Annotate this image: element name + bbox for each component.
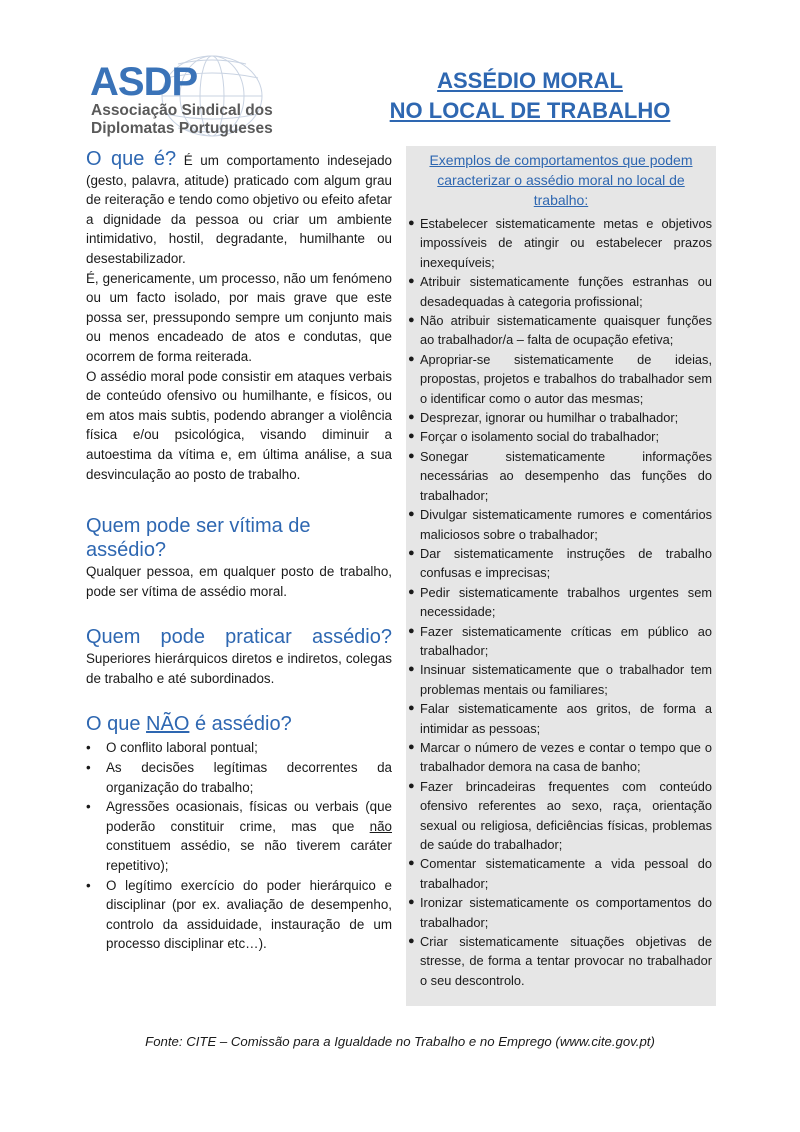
list-item: ● Estabelecer sistematicamente metas e objetivos impossíveis de atingir ou estabelecer prazos inexequíveis;	[408, 216, 712, 270]
list-item: ● Comentar sistematicamente a vida pessoal do trabalhador;	[408, 856, 712, 891]
bullet-icon: ●	[408, 508, 415, 521]
bullet-icon: ●	[408, 702, 415, 715]
left-column	[86, 150, 392, 954]
bullet-icon: ●	[408, 663, 415, 676]
bullet-icon: •	[86, 760, 91, 776]
perpetrator-heading: Quem pode praticar assédio?	[86, 626, 392, 649]
bullet-icon: ●	[408, 352, 415, 365]
bullet-icon: ●	[408, 449, 415, 462]
victim-heading: Quem pode ser vítima de assédio?	[86, 515, 311, 562]
list-item: • O legítimo exercício do poder hierárquico e disciplinar (por ex. avaliação de desempenho, controlo da assiduidade, instauração de um processo disciplinar etc…).	[86, 877, 392, 952]
forms-paragraph: O assédio moral pode consistir em ataques verbais de conteúdo ofensivo ou humilhante, e físicos, ou em atos mais subtis, podendo abranger a violência física e/ou psicológica, visando diminuir a autoestima da vítima e, em última análise, a sua desvinculação ao posto de trabalho.	[86, 368, 392, 482]
source-footer: Fonte: CITE – Comissão para a Igualdade no Trabalho e no Emprego (www.cite.gov.pt)	[145, 1034, 655, 1049]
list-item: • As decisões legítimas decorrentes da organização do trabalho;	[86, 760, 392, 795]
list-item: ● Atribuir sistematicamente funções estranhas ou desadequadas à categoria profissional;	[408, 274, 712, 309]
bullet-icon: ●	[408, 217, 415, 229]
bullet-icon: ●	[408, 275, 415, 288]
bullet-icon: ●	[408, 857, 415, 870]
bullet-icon: ●	[408, 779, 415, 792]
list-item: ● Pedir sistematicamente trabalhos urgentes sem necessidade;	[408, 584, 712, 620]
perpetrator-text: Superiores hierárquicos diretos e indiretos, colegas de trabalho e até subordinados.	[86, 651, 392, 686]
page-title	[380, 66, 680, 126]
bullet-icon: ●	[408, 546, 415, 559]
logo-abbreviation: ASDP	[90, 60, 198, 104]
list-item: ● Não atribuir sistematicamente quaisquer funções ao trabalhador/a – falta de ocupação efetiva;	[408, 313, 712, 348]
bullet-icon: •	[86, 877, 91, 893]
list-item: ● Apropriar-se sistematicamente de ideias, propostas, projetos e trabalhos do trabalhador sem o identificar como o autor das mesmas;	[408, 351, 712, 406]
list-item: ● Dar sistematicamente instruções de trabalho confusas e imprecisas;	[408, 545, 712, 581]
list-item: ● Forçar o isolamento social do trabalhador;	[406, 427, 712, 446]
not-emphasis: NÃO	[146, 713, 190, 736]
list-item: • O conflito laboral pontual;	[86, 738, 392, 758]
page-title-line2: NO LOCAL DE TRABALHO	[389, 98, 671, 123]
list-item: ● Marcar o número de vezes e contar o tempo que o trabalhador demora na casa de banho;	[408, 739, 712, 775]
list-item: ● Insinuar sistematicamente que o trabalhador tem problemas mentais ou familiares;	[408, 662, 712, 697]
list-item: ● Ironizar sistematicamente os comportamentos do trabalhador;	[408, 895, 712, 930]
list-item: ● Criar sistematicamente situações objetivas de stresse, de forma a tentar provocar no trabalhador o seu descontrolo.	[408, 934, 712, 988]
list-item: ● Fazer sistematicamente críticas em público ao trabalhador;	[408, 623, 712, 658]
asdp-logo	[86, 52, 276, 142]
list-item: ● Desprezar, ignorar ou humilhar o trabalhador;	[406, 408, 712, 427]
what-is-text: É um comportamento indesejado (gesto, palavra, atitude) praticado com algum grau de reiteração e tendo como objetivo ou efeito afetar a dignidade da pessoa ou criar um ambiente intimidativo, hostil, degradante, humilhante ou desestabilizador.	[86, 153, 392, 266]
bullet-icon: ●	[408, 411, 415, 424]
bullet-icon: •	[86, 799, 91, 815]
examples-box-title: Exemplos de comportamentos que podem caracterizar o assédio moral no local de trabalho:	[429, 152, 693, 208]
list-item: ● Falar sistematicamente aos gritos, de forma a intimidar as pessoas;	[408, 701, 712, 736]
list-item: ● Fazer brincadeiras frequentes com conteúdo ofensivo referentes ao sexo, raça, orientação sexual ou religiosa, deficiências físicas, problemas de saúde do trabalhador;	[408, 778, 712, 852]
bullet-icon: ●	[408, 935, 415, 948]
bullet-icon: ●	[408, 896, 415, 909]
not-harassment-heading: O que NÃO é assédio?	[86, 713, 292, 736]
logo-organization-name: Associação Sindical dos Diplomatas Portugueses	[91, 102, 273, 137]
page-title-line1: ASSÉDIO MORAL	[437, 68, 623, 93]
bullet-icon: •	[86, 740, 91, 756]
process-paragraph: É, genericamente, um processo, não um fenómeno ou um facto isolado, por mais grave que este possa ser, pressupondo sempre um conjunto mais ou menos encadeado de atos e condutas, que ocorrem de forma reiterada.	[86, 270, 392, 364]
bullet-icon: ●	[408, 740, 415, 753]
list-item: • Agressões ocasionais, físicas ou verbais (que poderão constituir crime, mas que não constituem assédio, se não tiverem caráter repetitivo);	[86, 799, 392, 874]
bullet-icon: ●	[408, 585, 415, 598]
bullet-icon: ●	[408, 314, 415, 327]
list-item: ● Sonegar sistematicamente informações necessárias ao desempenho das funções do trabalhador;	[408, 448, 712, 503]
bullet-icon: ●	[408, 624, 415, 637]
examples-box	[406, 146, 716, 1006]
list-item: ● Divulgar sistematicamente rumores e comentários maliciosos sobre o trabalhador;	[408, 507, 712, 542]
what-is-section	[86, 150, 392, 269]
not-harassment-list	[86, 738, 392, 954]
what-is-heading: O que é?	[86, 148, 177, 170]
bullet-icon: ●	[408, 430, 415, 443]
examples-list	[406, 214, 716, 990]
victim-text: Qualquer pessoa, em qualquer posto de trabalho, pode ser vítima de assédio moral.	[86, 564, 392, 599]
